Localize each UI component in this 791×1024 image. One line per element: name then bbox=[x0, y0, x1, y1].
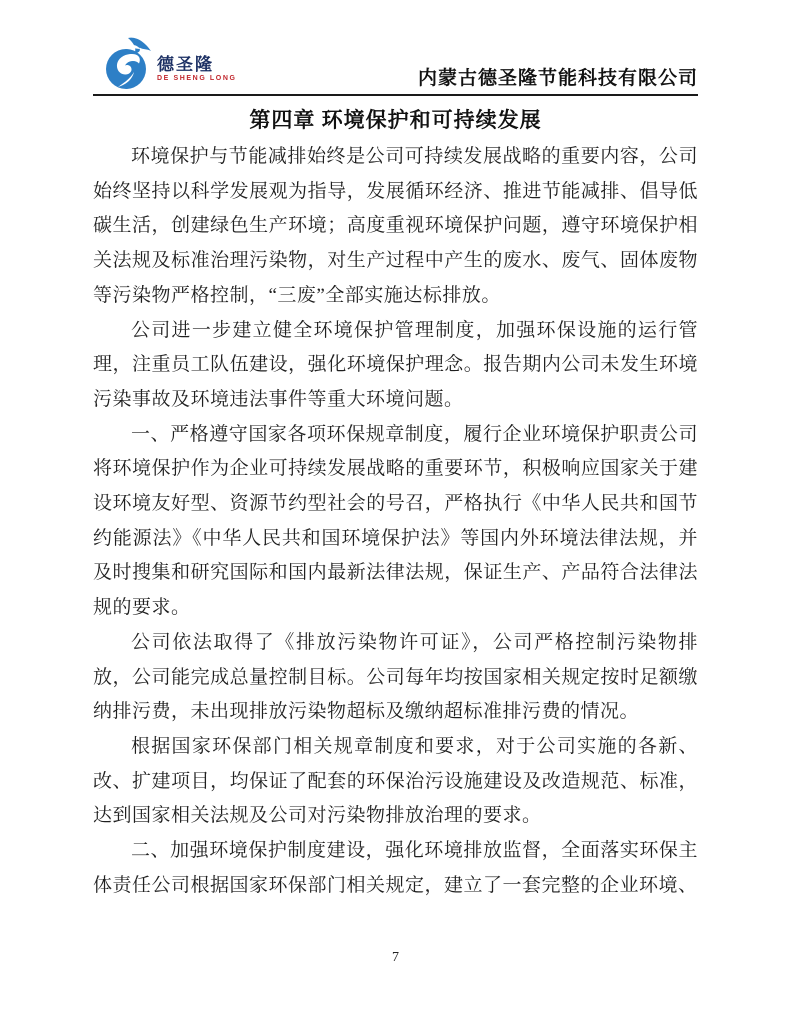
body-paragraph: 二、加强环境保护制度建设，强化环境排放监督，全面落实环保主体责任公司根据国家环保部门相关规定，建立了一套完整的企业环境、 bbox=[93, 840, 698, 896]
brand-text bbox=[157, 56, 237, 83]
page-number: 7 bbox=[392, 950, 399, 965]
page-footer bbox=[0, 948, 791, 966]
brand-name-cn: 德圣隆 bbox=[157, 54, 214, 74]
header-divider bbox=[93, 94, 698, 96]
brand-name-en: DE SHENG LONG bbox=[157, 74, 237, 82]
body-paragraph: 根据国家环保部门相关规章制度和要求，对于公司实施的各新、改、扩建项目，均保证了配套的环保治污设施建设及改造规范、标准，达到国家相关法规及公司对污染物排放治理的要求。 bbox=[93, 735, 698, 827]
company-logo bbox=[105, 36, 237, 92]
body-paragraph: 一、严格遵守国家各项环保规章制度，履行企业环境保护职责公司将环境保护作为企业可持续发展战略的重要环节，积极响应国家关于建设环境友好型、资源节约型社会的号召，严格执行《中华人民共和国节约能源法》《中华人民共和国环境保护法》等国内外环境法律法规，并及时搜集和研究国际和国内最新法律法规，保证生产、产品符合法律法规的要求。 bbox=[93, 423, 698, 619]
document-body bbox=[93, 140, 698, 903]
company-name: 内蒙古德圣隆节能科技有限公司 bbox=[417, 68, 698, 89]
body-paragraph: 公司进一步建立健全环境保护管理制度，加强环保设施的运行管理，注重员工队伍建设，强化环境保护理念。报告期内公司未发生环境污染事故及环境违法事件等重大环境问题。 bbox=[93, 319, 698, 410]
dragon-globe-icon bbox=[105, 36, 153, 92]
chapter-title: 第四章 环境保护和可持续发展 bbox=[249, 108, 542, 132]
page-header bbox=[93, 0, 698, 96]
body-paragraph: 公司依法取得了《排放污染物许可证》，公司严格控制污染物排放，公司能完成总量控制目标。公司每年均按国家相关规定按时足额缴纳排污费，未出现排放污染物超标及缴纳超标准排污费的情况。 bbox=[93, 631, 698, 723]
body-paragraph: 环境保护与节能减排始终是公司可持续发展战略的重要内容，公司始终坚持以科学发展观为指导，发展循环经济、推进节能减排、倡导低碳生活，创建绿色生产环境；高度重视环境保护问题，遵守环境保护相关法规及标准治理污染物，对生产过程中产生的废水、废气、固体废物等污染物严格控制，“三废”全部实施达标排放。 bbox=[93, 146, 698, 306]
